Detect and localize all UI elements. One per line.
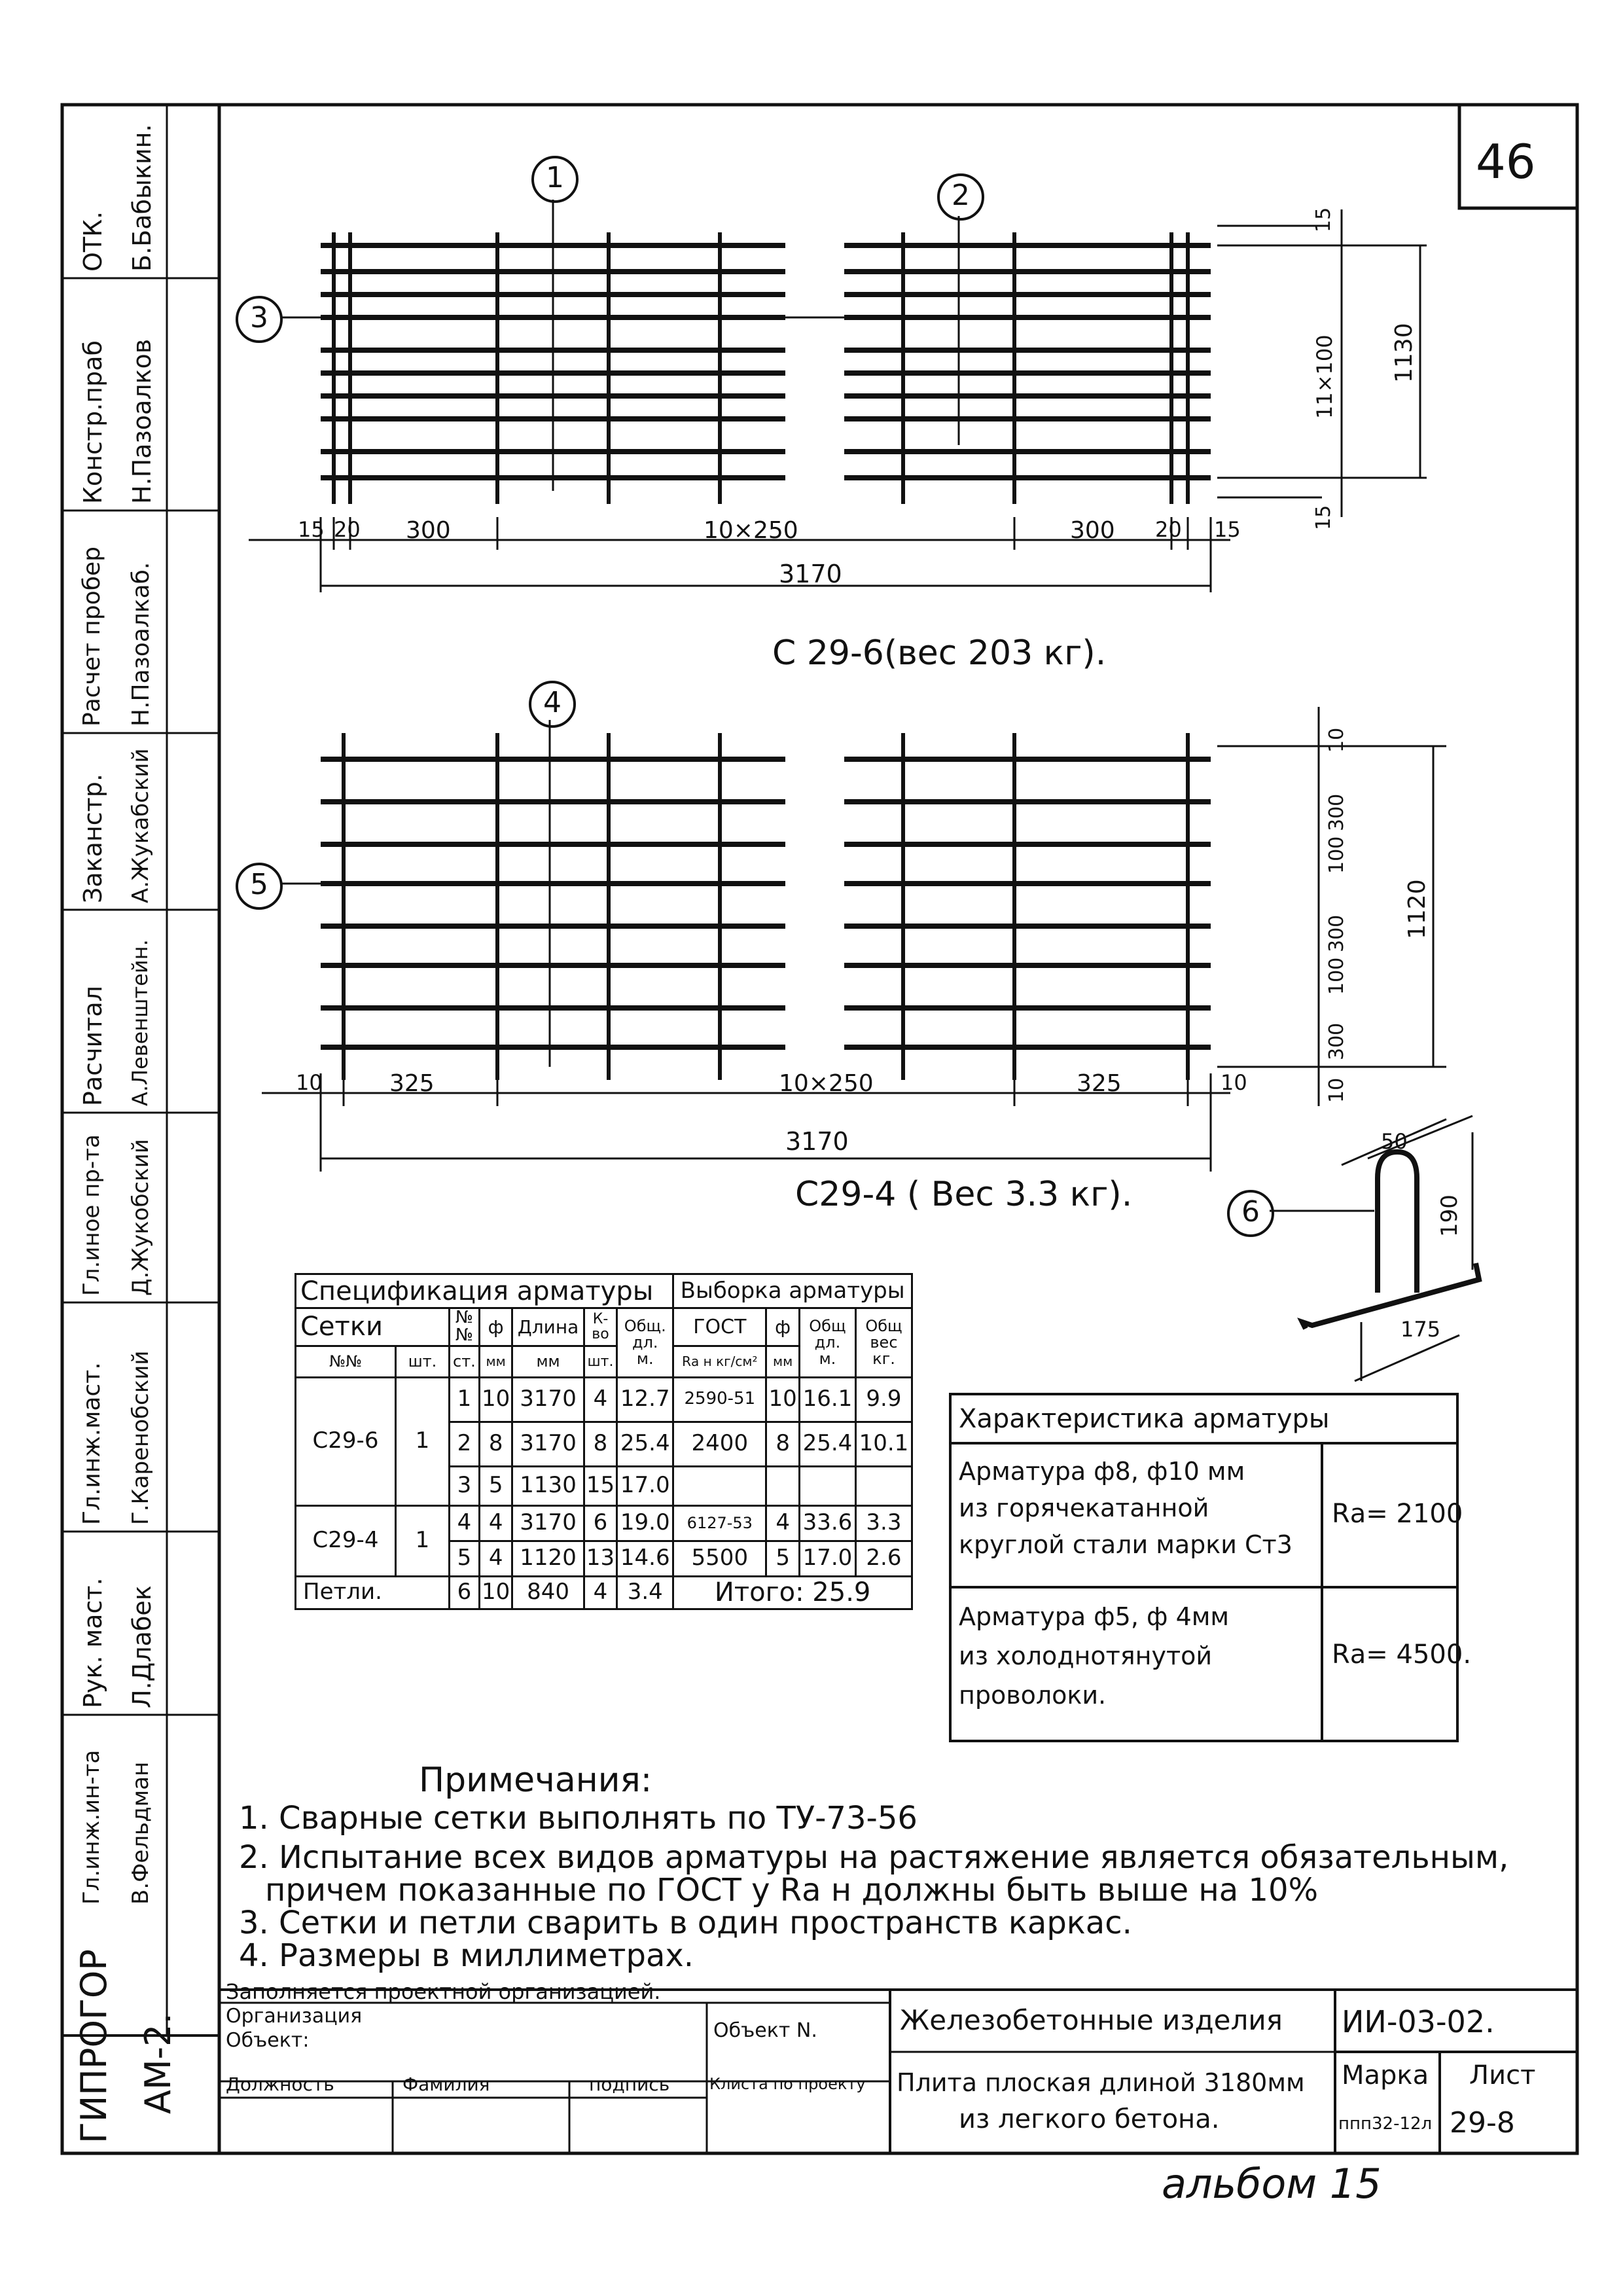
cell: 3.3 — [855, 1505, 912, 1541]
char-row1-line: из горячекатанной — [959, 1494, 1209, 1522]
stamp-code: АМ-2. — [137, 2013, 179, 2114]
m1-dim-15b: 15 — [1214, 517, 1241, 542]
tb-surname: Фамилия — [402, 2073, 490, 2095]
cell: 14.6 — [617, 1541, 673, 1576]
m2-total: 3170 — [785, 1127, 849, 1156]
tb-sheet: 29-8 — [1450, 2106, 1515, 2140]
spec-h-sht: шт. — [396, 1346, 450, 1377]
cell: Петли. — [296, 1576, 450, 1609]
stamp-name-5: А.Левенштейн. — [128, 939, 152, 1106]
spec-total: Итого: 25.9 — [673, 1576, 912, 1609]
spec-h-phi2: ф — [766, 1308, 800, 1346]
select-title: Выборка арматуры — [673, 1274, 912, 1308]
cell: 3 — [449, 1466, 479, 1505]
m2-total-right: 1120 — [1404, 879, 1431, 939]
char-row1-value: Rа= 2100 — [1332, 1499, 1463, 1529]
callout-2: 2 — [937, 173, 984, 221]
spec-h-qty: К-во — [584, 1308, 617, 1346]
m1-dim-300b: 300 — [1070, 517, 1115, 544]
stamp-name-1: Б.Бабыкин. — [128, 124, 156, 272]
stamp-role-5: Расчитал — [79, 986, 107, 1106]
m2-rdim-300b: 300 — [1325, 914, 1348, 952]
callout-1: 1 — [531, 156, 579, 203]
cell: 3170 — [512, 1422, 584, 1466]
tb-code: ИИ-03-02. — [1342, 2004, 1495, 2039]
cell: 2 — [449, 1422, 479, 1466]
tb-sheet-header: Лист — [1469, 2060, 1536, 2090]
char-title: Характеристика арматуры — [959, 1404, 1330, 1434]
spec-h-phi: ф — [479, 1308, 512, 1346]
char-row2-line: проволоки. — [959, 1681, 1107, 1710]
loop-dim-50: 50 — [1381, 1129, 1408, 1154]
m2-rdim-10a: 10 — [1325, 727, 1348, 753]
spec-h-len-u: мм — [512, 1346, 584, 1377]
note-2: 2. Испытание всех видов арматуры на растяжение является обязательным, — [239, 1839, 1509, 1876]
spec-h-total: Общ. дл. м. — [617, 1308, 673, 1378]
cell — [855, 1466, 912, 1505]
char-row2-text — [959, 1597, 1229, 1715]
stamp-name-6: Д.Жукобский — [128, 1139, 154, 1296]
m1-title: С 29-6(вес 203 кг). — [772, 634, 1107, 673]
m2-rdim-300a: 300 — [1325, 793, 1348, 831]
spec-h-len: Длина — [512, 1308, 584, 1346]
m2-rdim-300c: 300 — [1325, 1022, 1348, 1060]
spec-count-c296: 1 — [396, 1377, 450, 1505]
cell: 8 — [479, 1422, 512, 1466]
note-4: 4. Размеры в миллиметрах. — [239, 1937, 694, 1974]
m1-dim-20a: 20 — [334, 517, 361, 542]
cell: 10 — [766, 1377, 800, 1422]
m1-dim-15a: 15 — [298, 517, 325, 542]
album-note: альбом 15 — [1162, 2160, 1382, 2208]
m2-rdim-10b: 10 — [1325, 1077, 1348, 1103]
callout-4: 4 — [529, 681, 576, 728]
spec-mesh-c294: С29-4 — [296, 1505, 396, 1576]
cell: 4 — [584, 1576, 617, 1609]
cell: 33.6 — [799, 1505, 855, 1541]
stamp-name-9: В.Фельдман — [128, 1761, 154, 1905]
stamp-role-7: Гл.инж.маст. — [79, 1362, 105, 1525]
cell: 12.7 — [617, 1377, 673, 1422]
cell: 2590-51 — [673, 1377, 766, 1422]
stamp-name-4: А.Жукабский — [128, 748, 154, 903]
loop-dim-175: 175 — [1400, 1317, 1441, 1342]
m1-dim-20b: 20 — [1155, 517, 1182, 542]
tb-object-no: Объект N. — [713, 2019, 817, 2042]
callout-3: 3 — [236, 296, 283, 343]
cell: 4 — [449, 1505, 479, 1541]
cell: 1130 — [512, 1466, 584, 1505]
loop-dim-190: 190 — [1436, 1194, 1463, 1237]
char-row2-line: из холоднотянутой — [959, 1641, 1213, 1670]
cell — [766, 1466, 800, 1505]
spec-table — [294, 1273, 913, 1610]
spec-h-mm: мм — [479, 1346, 512, 1377]
char-row2-value: Rа= 4500. — [1332, 1640, 1472, 1670]
cell: 25.4 — [799, 1422, 855, 1466]
cell: 10 — [479, 1576, 512, 1609]
tb-list-no: Клиста по проекту — [709, 2075, 866, 2093]
cell: 6 — [584, 1505, 617, 1541]
tb-mark-header: Марка — [1342, 2060, 1429, 2090]
tb-position: Должность — [226, 2073, 334, 2095]
spec-count-c294: 1 — [396, 1505, 450, 1576]
tb-fill-note: Заполняется проектной организацией. — [226, 1979, 661, 2004]
cell: 17.0 — [799, 1541, 855, 1576]
tb-object: Объект: — [226, 2029, 310, 2052]
cell: 4 — [479, 1541, 512, 1576]
cell — [673, 1466, 766, 1505]
cell: 4 — [584, 1377, 617, 1422]
char-row2-line: Арматура ф5, ф 4мм — [959, 1602, 1230, 1631]
char-row1-line: Арматура ф8, ф10 мм — [959, 1457, 1245, 1486]
cell: 4 — [479, 1505, 512, 1541]
m2-dim-10a: 10 — [296, 1070, 323, 1095]
cell: 1120 — [512, 1541, 584, 1576]
stamp-name-7: Г.Каренобский — [128, 1350, 154, 1525]
m2-dim-325a: 325 — [389, 1070, 435, 1097]
spec-h-nn: №№ — [296, 1346, 396, 1377]
m1-dim-300a: 300 — [406, 517, 451, 544]
spec-title: Спецификация арматуры — [296, 1274, 673, 1308]
cell: 15 — [584, 1466, 617, 1505]
cell: 2400 — [673, 1422, 766, 1466]
spec-h-mm2: мм — [766, 1346, 800, 1377]
cell: 5500 — [673, 1541, 766, 1576]
sheet-number: 46 — [1476, 134, 1536, 189]
stamp-role-1: ОТК. — [79, 211, 107, 272]
spec-h-no: №№ — [449, 1308, 479, 1346]
cell: 10.1 — [855, 1422, 912, 1466]
cell: 8 — [584, 1422, 617, 1466]
cell: 3.4 — [617, 1576, 673, 1609]
mesh-2-drawing — [262, 707, 1446, 1172]
cell: 5 — [449, 1541, 479, 1576]
cell: 16.1 — [799, 1377, 855, 1422]
cell — [799, 1466, 855, 1505]
stamp-role-3: Расчет пробер — [79, 546, 105, 726]
stamp-role-4: Заканстр. — [79, 774, 107, 903]
spec-h-len2: Общ дл. м. — [799, 1308, 855, 1378]
tb-product: Железобетонные изделия — [900, 2004, 1283, 2036]
cell: 5 — [479, 1466, 512, 1505]
callout-6: 6 — [1227, 1190, 1274, 1237]
cell: 5 — [766, 1541, 800, 1576]
cell: 25.4 — [617, 1422, 673, 1466]
cell: 840 — [512, 1576, 584, 1609]
table-row — [296, 1576, 912, 1609]
table-row — [296, 1377, 912, 1422]
table-row — [296, 1505, 912, 1541]
cell: 9.9 — [855, 1377, 912, 1422]
m2-dim-10b: 10 — [1221, 1070, 1247, 1095]
spec-mesh-c296: С29-6 — [296, 1377, 396, 1505]
cell: 6127-53 — [673, 1505, 766, 1541]
cell: 6 — [449, 1576, 479, 1609]
stamp-name-8: Л.Длабек — [128, 1585, 156, 1708]
cell: 19.0 — [617, 1505, 673, 1541]
cell: 3170 — [512, 1505, 584, 1541]
m2-dim-325b: 325 — [1077, 1070, 1122, 1097]
cell: 3170 — [512, 1377, 584, 1422]
cell: 17.0 — [617, 1466, 673, 1505]
m1-total: 3170 — [779, 560, 842, 588]
callout-5: 5 — [236, 863, 283, 910]
stamp-role-8: Рук. маст. — [79, 1577, 107, 1708]
m1-rdim-15a: 15 — [1312, 207, 1335, 232]
cell: 8 — [766, 1422, 800, 1466]
stamp-role-9: Гл.инж.ин-та — [79, 1749, 105, 1905]
spec-h-qty-u: шт. — [584, 1346, 617, 1377]
char-row1-line: круглой стали марки Ст3 — [959, 1530, 1293, 1559]
stamp-name-2: Н.Пазоалков — [128, 338, 156, 504]
loop-drawing — [1270, 1116, 1479, 1381]
spec-h-mesh: Сетки — [296, 1308, 450, 1346]
m2-title: С29-4 ( Вес 3.3 кг). — [795, 1175, 1133, 1214]
cell: 2.6 — [855, 1541, 912, 1576]
stamp-org: ГИПРОГОР — [73, 1949, 115, 2144]
cell: 13 — [584, 1541, 617, 1576]
tb-mark: ппп32-12л — [1338, 2114, 1433, 2134]
cell: 1 — [449, 1377, 479, 1422]
m2-dim-10x250: 10×250 — [779, 1070, 874, 1097]
notes-title: Примечания: — [419, 1761, 652, 1800]
cell: 10 — [479, 1377, 512, 1422]
spec-h-weight: Общ вес кг. — [855, 1308, 912, 1378]
note-3: 3. Сетки и петли сварить в один пространств каркас. — [239, 1905, 1132, 1941]
spec-h-gost: ГОСТ — [673, 1308, 766, 1346]
tb-org: Организация — [226, 2005, 363, 2028]
stamp-name-3: Н.Пазоалкаб. — [128, 562, 154, 726]
m1-dim-10x250: 10×250 — [704, 517, 798, 544]
note-1: 1. Сварные сетки выполнять по ТУ-73-56 — [239, 1800, 918, 1837]
stamp-role-6: Гл.иное пр-та — [79, 1134, 105, 1296]
m2-rdim-100b: 100 — [1325, 957, 1348, 995]
m1-rdim-15b: 15 — [1312, 505, 1335, 530]
tb-signature: подпись — [589, 2073, 670, 2095]
spec-h-ra: Rа н кг/см² — [673, 1346, 766, 1377]
char-row1-text — [959, 1453, 1293, 1563]
cell: 4 — [766, 1505, 800, 1541]
tb-desc2: из легкого бетона. — [959, 2104, 1220, 2134]
m1-rdim-11x100: 11×100 — [1312, 334, 1337, 419]
m1-total-right: 1130 — [1391, 323, 1418, 383]
m2-rdim-100a: 100 — [1325, 836, 1348, 874]
tb-desc1: Плита плоская длиной 3180мм — [897, 2068, 1305, 2097]
stamp-role-2: Констр.праб — [79, 340, 107, 504]
note-2b: причем показанные по ГОСТ у Rа н должны быть выше на 10% — [265, 1872, 1319, 1909]
spec-h-st: ст. — [449, 1346, 479, 1377]
